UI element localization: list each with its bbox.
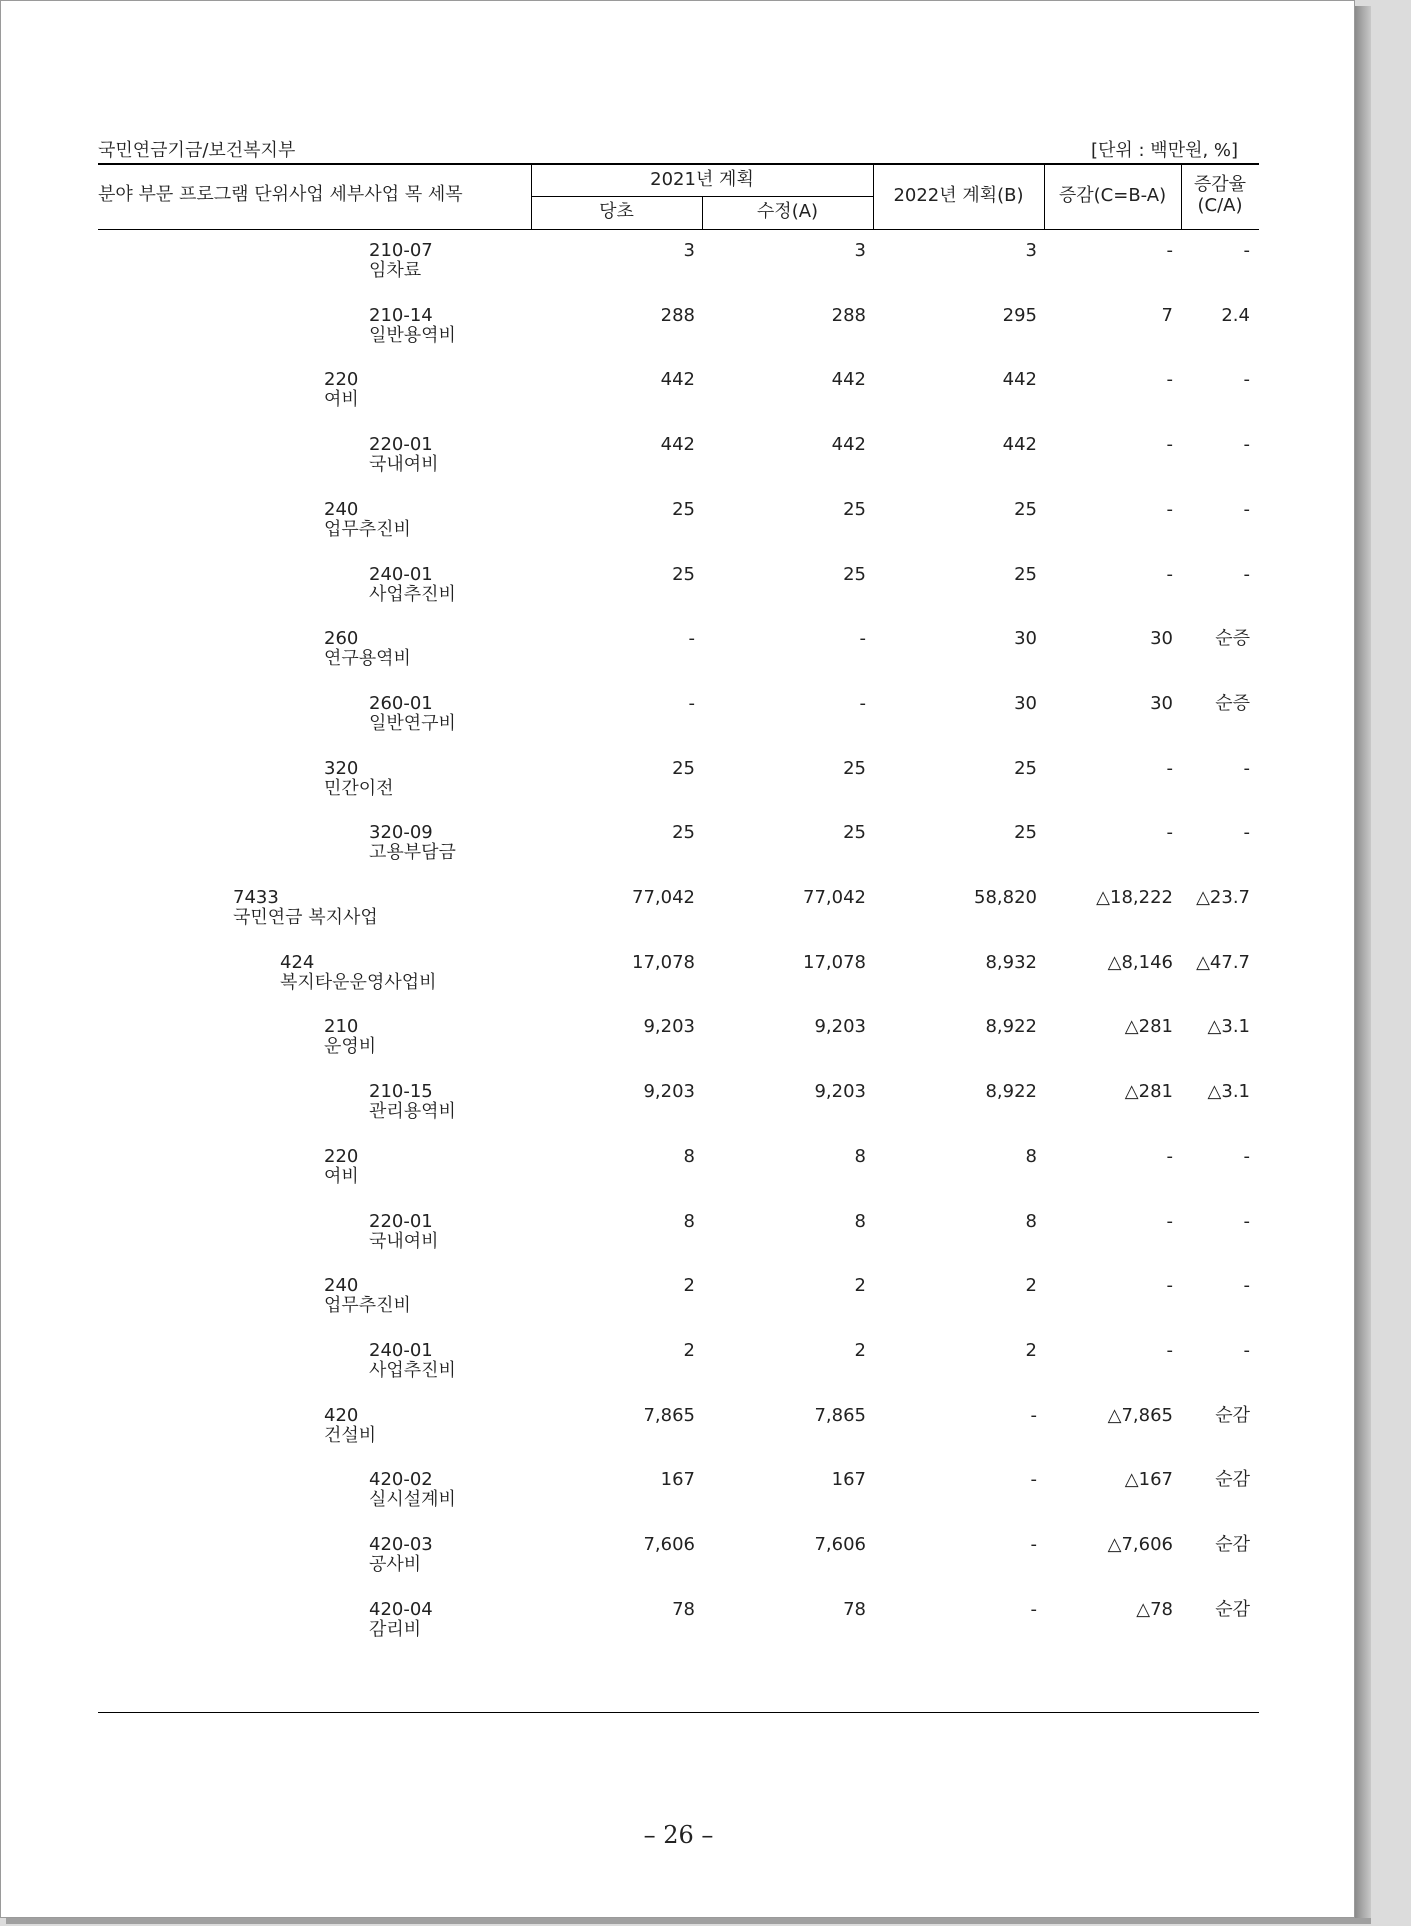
revised-amount: 3 <box>854 240 866 261</box>
plan2022-amount: 442 <box>1002 369 1037 391</box>
table-row <box>1 1470 1356 1534</box>
original-amount: 25 <box>672 822 695 844</box>
item-name: 여비 <box>324 389 359 411</box>
change-amount: △8,146 <box>1107 951 1173 973</box>
item-code: 7433 <box>233 887 279 908</box>
revised-amount: 7,606 <box>814 1534 866 1555</box>
item-code: 220-01 <box>369 434 433 456</box>
table-row <box>1 500 1356 564</box>
plan2022-amount: 30 <box>1014 692 1037 714</box>
revised-amount: 442 <box>831 434 866 456</box>
change-rate: - <box>1243 434 1250 456</box>
item-code: 320-09 <box>369 822 433 844</box>
item-code: 210-14 <box>369 304 433 326</box>
item-name: 감리비 <box>369 1618 422 1640</box>
original-amount: - <box>688 692 695 714</box>
table-row <box>1 370 1356 434</box>
item-name: 임차료 <box>369 260 422 281</box>
change-rate: - <box>1243 1339 1250 1361</box>
change-amount: - <box>1166 1339 1173 1361</box>
original-amount: 25 <box>672 757 695 779</box>
change-rate: 순감 <box>1215 1534 1250 1555</box>
item-name: 공사비 <box>369 1554 422 1575</box>
revised-amount: 8 <box>854 1210 866 1232</box>
revised-amount: 25 <box>843 822 866 844</box>
revised-amount: 25 <box>843 563 866 585</box>
original-amount: 17,078 <box>632 951 695 973</box>
revised-amount: 8 <box>854 1145 866 1167</box>
plan2022-amount: 8,922 <box>985 1081 1037 1103</box>
change-amount: - <box>1166 369 1173 391</box>
item-name: 사업추진비 <box>369 1359 456 1381</box>
change-rate: △3.1 <box>1207 1081 1250 1103</box>
original-amount: 77,042 <box>632 887 695 908</box>
plan2022-amount: - <box>1030 1598 1037 1620</box>
item-code: 260-01 <box>369 692 433 714</box>
original-amount: 7,865 <box>643 1404 695 1426</box>
item-code: 420-04 <box>369 1598 433 1620</box>
item-name: 사업추진비 <box>369 583 456 605</box>
column-header-plan2022: 2022년 계획(B) <box>893 185 1024 206</box>
item-code: 320 <box>324 757 359 779</box>
plan2022-amount: 2 <box>1025 1339 1037 1361</box>
revised-amount: 78 <box>843 1598 866 1620</box>
table-row <box>1 565 1356 629</box>
change-amount: - <box>1166 1210 1173 1232</box>
plan2022-amount: 3 <box>1025 240 1037 261</box>
change-rate: - <box>1243 1145 1250 1167</box>
plan2022-amount: - <box>1030 1534 1037 1555</box>
item-code: 210 <box>324 1016 359 1038</box>
table-row <box>1 823 1356 887</box>
change-amount: - <box>1166 822 1173 844</box>
item-name: 민간이전 <box>324 777 394 799</box>
change-rate: - <box>1243 822 1250 844</box>
table-row <box>1 629 1356 693</box>
original-amount: 288 <box>660 304 695 326</box>
item-code: 424 <box>280 951 315 973</box>
column-header-rate-formula: (C/A) <box>1197 195 1243 216</box>
change-amount: 30 <box>1150 628 1173 650</box>
plan2022-amount: 58,820 <box>974 887 1037 908</box>
table-row <box>1 1600 1356 1664</box>
header-bottom-rule <box>98 229 1259 230</box>
table-row <box>1 1341 1356 1405</box>
table-row <box>1 1017 1356 1081</box>
item-name: 국민연금 복지사업 <box>233 907 378 928</box>
plan2022-amount: 8,932 <box>985 951 1037 973</box>
column-header-plan2021: 2021년 계획 <box>650 169 754 190</box>
item-name: 일반용역비 <box>369 324 456 346</box>
item-name: 연구용역비 <box>324 648 411 670</box>
plan2022-amount: - <box>1030 1469 1037 1491</box>
original-amount: 442 <box>660 369 695 391</box>
item-name: 복지타운운영사업비 <box>280 971 437 993</box>
table-row <box>1 1276 1356 1340</box>
change-amount: △18,222 <box>1096 887 1173 908</box>
change-rate: 순감 <box>1215 1598 1250 1620</box>
original-amount: 25 <box>672 498 695 520</box>
plan2022-amount: - <box>1030 1404 1037 1426</box>
original-amount: 2 <box>683 1339 695 1361</box>
table-row <box>1 888 1356 952</box>
item-code: 220 <box>324 1145 359 1167</box>
revised-amount: - <box>859 692 866 714</box>
item-name: 여비 <box>324 1165 359 1187</box>
table-row <box>1 1406 1356 1470</box>
change-amount: △78 <box>1136 1598 1173 1620</box>
item-name: 실시설계비 <box>369 1489 456 1511</box>
plan2022-amount: 8 <box>1025 1145 1037 1167</box>
change-rate: - <box>1243 1210 1250 1232</box>
plan2022-amount: 25 <box>1014 498 1037 520</box>
change-amount: △281 <box>1124 1016 1173 1038</box>
change-amount: 7 <box>1161 304 1173 326</box>
original-amount: 8 <box>683 1210 695 1232</box>
item-code: 420-02 <box>369 1469 433 1491</box>
item-code: 420 <box>324 1404 359 1426</box>
change-rate: △47.7 <box>1196 951 1250 973</box>
item-code: 240 <box>324 498 359 520</box>
original-amount: 3 <box>683 240 695 261</box>
column-header-classification: 분야 부문 프로그램 단위사업 세부사업 목 세목 <box>98 184 463 205</box>
revised-amount: 77,042 <box>803 887 866 908</box>
column-header-revised: 수정(A) <box>756 201 819 222</box>
change-rate: - <box>1243 498 1250 520</box>
change-rate: - <box>1243 240 1250 261</box>
item-code: 420-03 <box>369 1534 433 1555</box>
item-code: 240 <box>324 1275 359 1297</box>
change-amount: - <box>1166 1145 1173 1167</box>
revised-amount: 288 <box>831 304 866 326</box>
revised-amount: 2 <box>854 1275 866 1297</box>
revised-amount: 2 <box>854 1339 866 1361</box>
table-row <box>1 435 1356 499</box>
original-amount: - <box>688 628 695 650</box>
table-row <box>1 1212 1356 1276</box>
change-rate: △23.7 <box>1196 887 1250 908</box>
column-header-change: 증감(C=B-A) <box>1058 185 1167 206</box>
item-code: 260 <box>324 628 359 650</box>
table-top-rule <box>98 163 1259 165</box>
change-amount: - <box>1166 1275 1173 1297</box>
change-rate: - <box>1243 563 1250 585</box>
revised-amount: 9,203 <box>814 1016 866 1038</box>
original-amount: 167 <box>660 1469 695 1491</box>
table-row <box>1 694 1356 758</box>
fund-title: 국민연금기금/보건복지부 <box>98 140 296 161</box>
table-bottom-rule <box>98 1712 1259 1713</box>
revised-amount: 25 <box>843 757 866 779</box>
change-rate: - <box>1243 369 1250 391</box>
change-amount: 30 <box>1150 692 1173 714</box>
original-amount: 9,203 <box>643 1081 695 1103</box>
item-code: 220 <box>324 369 359 391</box>
table-row <box>1 1147 1356 1211</box>
item-code: 210-15 <box>369 1081 433 1103</box>
change-amount: - <box>1166 757 1173 779</box>
plan2022-amount: 295 <box>1002 304 1037 326</box>
item-name: 업무추진비 <box>324 1295 411 1317</box>
table-row <box>1 953 1356 1017</box>
table-row <box>1 241 1356 305</box>
plan2022-amount: 30 <box>1014 628 1037 650</box>
plan2022-amount: 2 <box>1025 1275 1037 1297</box>
change-rate: 순증 <box>1215 692 1250 714</box>
original-amount: 442 <box>660 434 695 456</box>
revised-amount: 9,203 <box>814 1081 866 1103</box>
item-name: 국내여비 <box>369 1230 439 1252</box>
original-amount: 7,606 <box>643 1534 695 1555</box>
plan2022-amount: 25 <box>1014 563 1037 585</box>
change-amount: - <box>1166 434 1173 456</box>
item-name: 일반연구비 <box>369 712 456 734</box>
change-rate: - <box>1243 757 1250 779</box>
item-name: 관리용역비 <box>369 1101 456 1123</box>
item-code: 210-07 <box>369 240 433 261</box>
table-row <box>1 1082 1356 1146</box>
plan2022-amount: 8 <box>1025 1210 1037 1232</box>
item-name: 업무추진비 <box>324 518 411 540</box>
revised-amount: 7,865 <box>814 1404 866 1426</box>
change-amount: △7,865 <box>1107 1404 1173 1426</box>
original-amount: 9,203 <box>643 1016 695 1038</box>
change-rate: 순감 <box>1215 1404 1250 1426</box>
item-code: 220-01 <box>369 1210 433 1232</box>
plan2022-amount: 25 <box>1014 822 1037 844</box>
change-rate: 순감 <box>1215 1469 1250 1491</box>
revised-amount: - <box>859 628 866 650</box>
item-name: 운영비 <box>324 1036 377 1058</box>
item-code: 240-01 <box>369 563 433 585</box>
original-amount: 2 <box>683 1275 695 1297</box>
item-name: 국내여비 <box>369 454 439 476</box>
item-name: 고용부담금 <box>369 842 456 864</box>
plan2022-amount: 442 <box>1002 434 1037 456</box>
original-amount: 8 <box>683 1145 695 1167</box>
unit-note: [단위 : 백만원, %] <box>1091 140 1239 161</box>
column-header-rate: 증감율 <box>1193 174 1247 195</box>
item-name: 건설비 <box>324 1424 377 1446</box>
plan2022-amount: 8,922 <box>985 1016 1037 1038</box>
revised-amount: 442 <box>831 369 866 391</box>
page-shadow <box>1355 6 1371 1922</box>
original-amount: 25 <box>672 563 695 585</box>
revised-amount: 25 <box>843 498 866 520</box>
revised-amount: 17,078 <box>803 951 866 973</box>
original-amount: 78 <box>672 1598 695 1620</box>
plan2022-amount: 25 <box>1014 757 1037 779</box>
change-amount: △7,606 <box>1107 1534 1173 1555</box>
change-amount: - <box>1166 240 1173 261</box>
change-rate: - <box>1243 1275 1250 1297</box>
table-row <box>1 759 1356 823</box>
change-amount: - <box>1166 498 1173 520</box>
change-amount: △281 <box>1124 1081 1173 1103</box>
column-header-original: 당초 <box>599 201 634 222</box>
change-rate: △3.1 <box>1207 1016 1250 1038</box>
change-rate: 순증 <box>1215 628 1250 650</box>
item-code: 240-01 <box>369 1339 433 1361</box>
table-row <box>1 1535 1356 1599</box>
change-amount: △167 <box>1124 1469 1173 1491</box>
table-row <box>1 306 1356 370</box>
page-number: – 26 – <box>643 1821 714 1849</box>
revised-amount: 167 <box>831 1469 866 1491</box>
change-amount: - <box>1166 563 1173 585</box>
page-shadow <box>6 1918 1371 1924</box>
change-rate: 2.4 <box>1221 304 1250 326</box>
